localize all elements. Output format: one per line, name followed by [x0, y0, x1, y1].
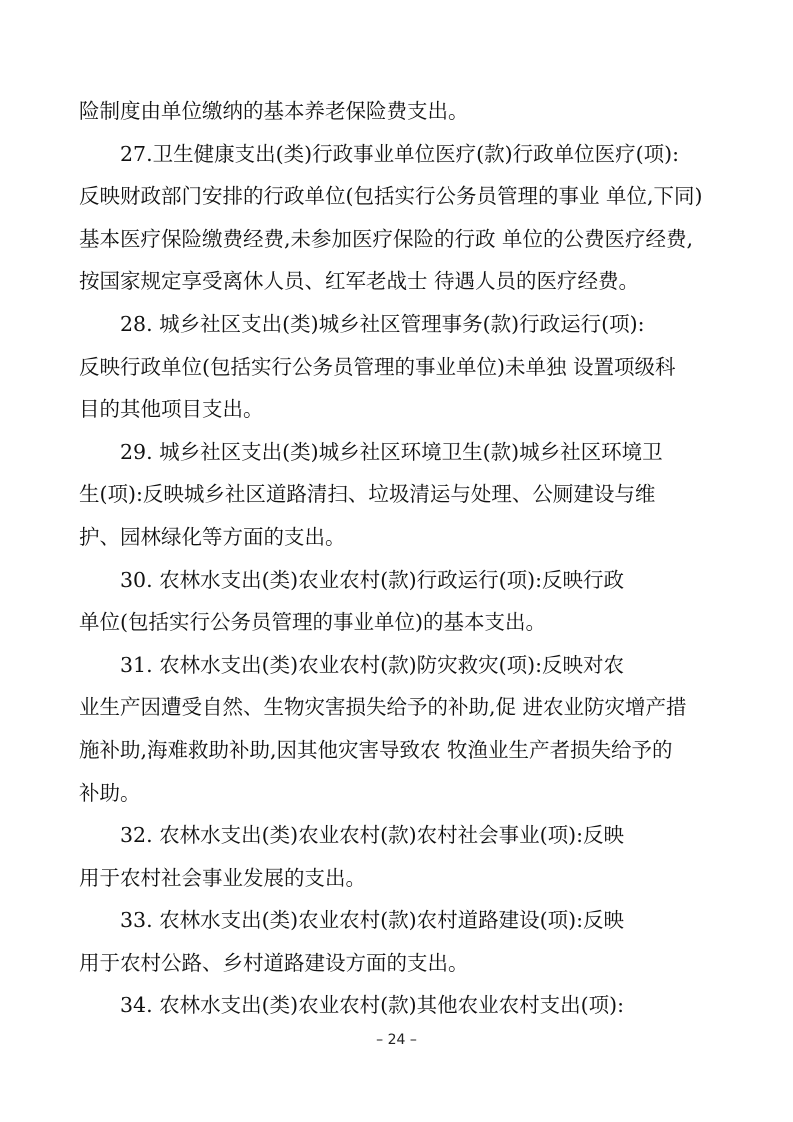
- paragraph-item-30: [79, 559, 745, 644]
- text-line: 34. 农林水支出(类)农业农村(款)其他农业农村支出(项):: [120, 993, 625, 1018]
- paragraph-item-28: [79, 303, 745, 431]
- text-line: 业生产因遭受自然、生物灾害损失给予的补助,促 进农业防灾增产措: [79, 695, 687, 720]
- text-line: 施补助,海难救助补助,因其他灾害导致农 牧渔业生产者损失给予的: [79, 737, 673, 762]
- text-line: 补助。: [79, 780, 141, 805]
- paragraph-item-31: [79, 644, 745, 814]
- text-line: 单位(包括实行公务员管理的事业单位)的基本支出。: [79, 610, 546, 635]
- page-number: – 24 –: [376, 1032, 417, 1048]
- paragraph-item-34: [79, 984, 745, 1027]
- text-line: 反映行政单位(包括实行公务员管理的事业单位)未单独 设置项级科: [79, 354, 676, 379]
- paragraph-continuation: [79, 90, 745, 133]
- paragraph-item-32: [79, 814, 745, 899]
- text-line: 33. 农林水支出(类)农业农村(款)农村道路建设(项):反映: [120, 908, 625, 933]
- paragraph-item-29: [79, 431, 745, 559]
- paragraph-item-33: [79, 899, 745, 984]
- text-line: 28. 城乡社区支出(类)城乡社区管理事务(款)行政运行(项):: [120, 311, 645, 336]
- body-text: [79, 90, 745, 1027]
- text-line: 反映财政部门安排的行政单位(包括实行公务员管理的事业 单位,下同): [79, 184, 703, 209]
- text-line: 险制度由单位缴纳的基本养老保险费支出。: [79, 99, 469, 123]
- text-line: 基本医疗保险缴费经费,未参加医疗保险的行政 单位的公费医疗经费,: [79, 226, 694, 251]
- text-line: 按国家规定享受离休人员、红军老战士 待遇人员的医疗经费。: [79, 269, 640, 294]
- text-line: 30. 农林水支出(类)农业农村(款)行政运行(项):反映行政: [120, 567, 625, 592]
- text-line: 用于农村社会事业发展的支出。: [79, 865, 366, 890]
- text-line: 32. 农林水支出(类)农业农村(款)农村社会事业(项):反映: [120, 823, 625, 848]
- text-line: 29. 城乡社区支出(类)城乡社区环境卫生(款)城乡社区环境卫: [120, 439, 663, 464]
- text-line: 27.卫生健康支出(类)行政事业单位医疗(款)行政单位医疗(项):: [120, 141, 679, 166]
- text-line: 生(项):反映城乡社区道路清扫、垃圾清运与处理、公厕建设与维: [79, 482, 656, 507]
- paragraph-item-27: [79, 133, 745, 303]
- text-line: 用于农村公路、乡村道路建设方面的支出。: [79, 950, 469, 975]
- text-line: 目的其他项目支出。: [79, 397, 264, 422]
- text-line: 护、园林绿化等方面的支出。: [79, 524, 346, 549]
- text-line: 31. 农林水支出(类)农业农村(款)防灾救灾(项):反映对农: [120, 652, 625, 677]
